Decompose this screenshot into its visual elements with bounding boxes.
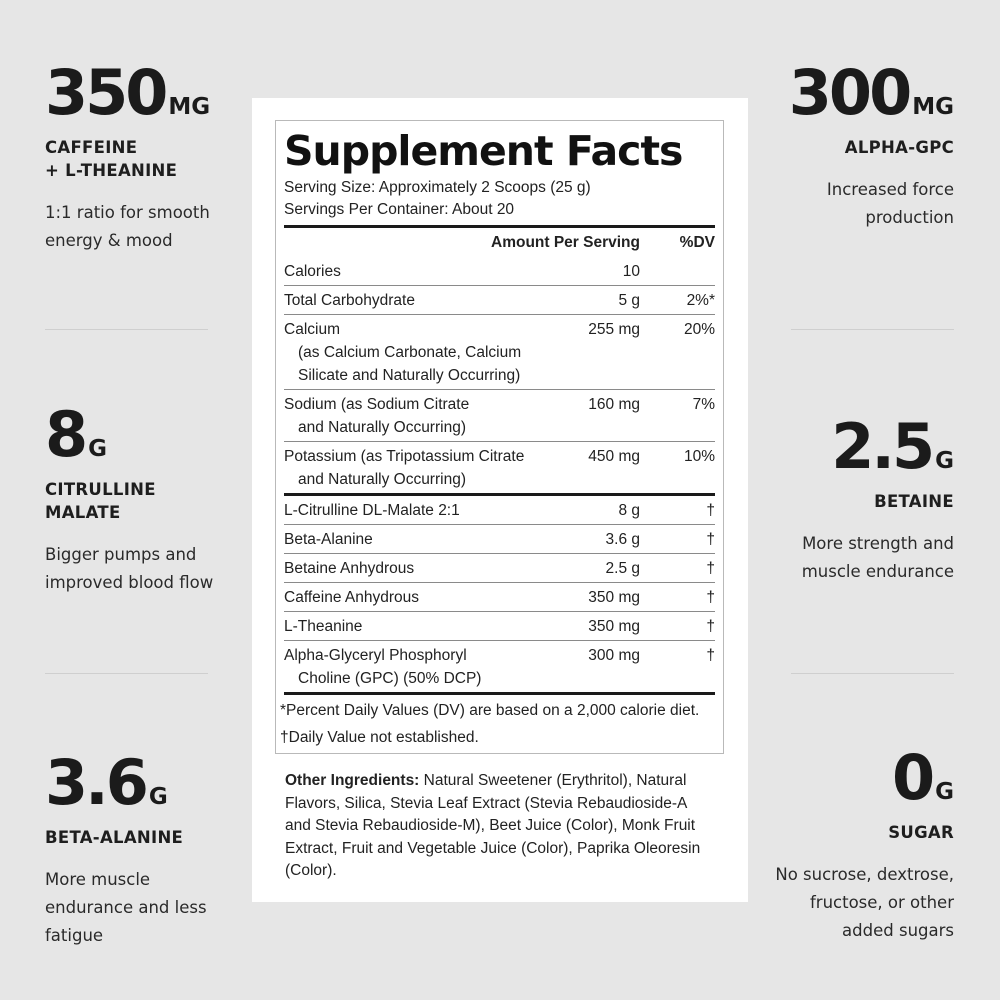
row-name: Total Carbohydrate bbox=[284, 292, 415, 309]
row-dv: 2%* bbox=[686, 292, 715, 309]
other-ingredients bbox=[285, 770, 715, 883]
stat-value: 0 G bbox=[891, 741, 954, 814]
divider bbox=[45, 329, 208, 330]
row-amount: 160 mg bbox=[588, 396, 640, 413]
facts-row bbox=[284, 389, 715, 441]
row-dv: † bbox=[706, 502, 715, 519]
stat-description: Bigger pumps and improved blood flow bbox=[45, 545, 214, 592]
stat-description: More muscle endurance and less fatigue bbox=[45, 870, 207, 945]
row-name: L-Citrulline DL-Malate 2:1 bbox=[284, 502, 460, 519]
row-amount: 2.5 g bbox=[605, 560, 640, 577]
dv-header: %DV bbox=[679, 234, 715, 251]
row-name: Alpha-Glyceryl Phosphoryl Choline (GPC) (50% DCP) bbox=[284, 644, 550, 690]
stat-value: 300 MG bbox=[788, 56, 954, 129]
facts-row bbox=[284, 285, 715, 314]
row-dv bbox=[640, 260, 715, 283]
stat-label: ALPHA-GPC bbox=[844, 138, 954, 157]
stat-value: 8 G bbox=[45, 398, 108, 471]
other-ingredients-label: Other Ingredients: bbox=[285, 772, 420, 789]
row-dv: † bbox=[706, 560, 715, 577]
row-name: Sodium (as Sodium Citrate and Naturally Occurring) bbox=[284, 393, 550, 439]
row-amount: 450 mg bbox=[588, 448, 640, 465]
stat-beta-alanine bbox=[45, 746, 245, 950]
stat-description: 1:1 ratio for smooth energy & mood bbox=[45, 203, 210, 250]
stat-description: Increased force production bbox=[826, 180, 954, 227]
facts-row bbox=[284, 496, 715, 524]
row-dv: † bbox=[706, 531, 715, 548]
row-name: Calories bbox=[284, 263, 341, 280]
facts-row bbox=[284, 640, 715, 692]
facts-row bbox=[284, 314, 715, 389]
amount-header: Amount Per Serving bbox=[491, 234, 640, 251]
serving-size: Serving Size: Approximately 2 Scoops (25 g) bbox=[284, 179, 591, 196]
stat-label: CITRULLINE MALATE bbox=[45, 480, 156, 522]
facts-row bbox=[284, 524, 715, 553]
row-dv: 7% bbox=[692, 396, 715, 413]
stat-betaine bbox=[754, 410, 954, 586]
dv-footnote: *Percent Daily Values (DV) are based on a 2,000 calorie diet. bbox=[280, 702, 700, 719]
row-dv: 10% bbox=[683, 448, 715, 465]
row-subtext: Choline (GPC) (50% DCP) bbox=[298, 670, 482, 687]
row-amount: 350 mg bbox=[588, 589, 640, 606]
stat-value: 3.6 G bbox=[45, 746, 168, 819]
stat-value: 350 MG bbox=[45, 56, 211, 129]
row-amount: 300 mg bbox=[588, 647, 640, 664]
row-amount: 5 g bbox=[618, 292, 640, 309]
stat-label: SUGAR bbox=[888, 823, 954, 842]
stat-value: 2.5 G bbox=[831, 410, 954, 483]
row-name: L-Theanine bbox=[284, 618, 363, 635]
row-dv: † bbox=[706, 589, 715, 606]
row-name: Calcium (as Calcium Carbonate, Calcium Silicate and Naturally Occurring) bbox=[284, 318, 550, 387]
other-ingredients-text: Natural Sweetener (Erythritol), Natural Flavors, Silica, Stevia Leaf Extract (Stevia Rebaudioside-A and Stevia Rebaudioside-M), Beet Juice (Color), Monk Fruit Extract, Fruit and Vegetable Juice (Color), Paprika Oleoresin (Color). bbox=[285, 772, 701, 879]
stat-label: CAFFEINE + L-THEANINE bbox=[45, 138, 178, 180]
row-subtext: (as Calcium Carbonate, Calcium Silicate and Naturally Occurring) bbox=[298, 344, 522, 384]
stat-caffeine bbox=[45, 56, 245, 255]
row-amount: 8 g bbox=[618, 502, 640, 519]
supplement-facts-box bbox=[275, 120, 724, 754]
row-subtext: and Naturally Occurring) bbox=[298, 419, 466, 436]
divider bbox=[791, 329, 954, 330]
row-dv: † bbox=[706, 647, 715, 664]
ingredient-rows bbox=[284, 496, 715, 692]
row-dv: † bbox=[706, 618, 715, 635]
divider bbox=[791, 673, 954, 674]
stat-label: BETAINE bbox=[874, 492, 954, 511]
dagger-footnote: †Daily Value not established. bbox=[280, 729, 479, 746]
row-amount: 255 mg bbox=[588, 321, 640, 338]
facts-row bbox=[284, 582, 715, 611]
facts-row bbox=[284, 257, 715, 285]
facts-row bbox=[284, 553, 715, 582]
stat-description: More strength and muscle endurance bbox=[801, 534, 954, 581]
stat-sugar bbox=[754, 741, 954, 945]
row-name: Potassium (as Tripotassium Citrate and Naturally Occurring) bbox=[284, 445, 550, 491]
row-dv: 20% bbox=[683, 321, 715, 338]
stat-alpha-gpc bbox=[754, 56, 954, 232]
row-amount: 3.6 g bbox=[605, 531, 640, 548]
row-subtext: and Naturally Occurring) bbox=[298, 471, 466, 488]
facts-header-row bbox=[284, 228, 715, 257]
stat-description: No sucrose, dextrose, fructose, or other added sugars bbox=[775, 865, 954, 940]
row-name: Caffeine Anhydrous bbox=[284, 589, 420, 606]
facts-row bbox=[284, 611, 715, 640]
servings-per-container: Servings Per Container: About 20 bbox=[284, 201, 515, 218]
row-name: Beta-Alanine bbox=[284, 531, 373, 548]
nutrient-rows bbox=[284, 257, 715, 493]
row-amount: 10 bbox=[622, 263, 640, 280]
divider bbox=[45, 673, 208, 674]
stat-citrulline bbox=[45, 398, 245, 597]
facts-title: Supplement Facts bbox=[284, 127, 683, 175]
row-name: Betaine Anhydrous bbox=[284, 560, 415, 577]
stat-label: BETA-ALANINE bbox=[45, 828, 184, 847]
facts-row bbox=[284, 441, 715, 493]
row-amount: 350 mg bbox=[588, 618, 640, 635]
